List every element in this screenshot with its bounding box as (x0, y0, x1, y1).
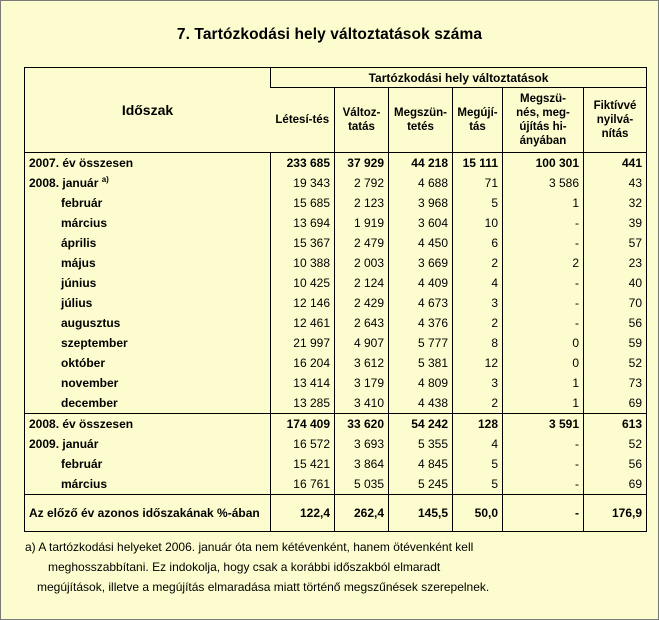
table-cell: 10 425 (271, 273, 335, 293)
column-header-line: Létesí-tés (275, 114, 330, 126)
data-table (24, 67, 647, 532)
table-cell: 16 761 (271, 474, 335, 495)
row-label (25, 153, 271, 174)
table-row (25, 393, 647, 414)
table-cell: 5 (453, 474, 503, 495)
table-cell: 2 124 (335, 273, 389, 293)
table-cell: 69 (584, 393, 647, 414)
table-cell: - (503, 293, 584, 313)
table-cell: 37 929 (335, 153, 389, 174)
row-label (25, 213, 271, 233)
table-cell: 441 (584, 153, 647, 174)
table-cell: 2 792 (335, 173, 389, 193)
row-label (25, 495, 271, 532)
table-cell: 262,4 (335, 495, 389, 532)
row-label (25, 434, 271, 454)
table-cell: 56 (584, 313, 647, 333)
column-header (271, 88, 335, 153)
table-cell: 1 (503, 373, 584, 393)
footnote-marker: a) (101, 175, 109, 184)
column-header-line: tetés (407, 121, 434, 133)
column-header-line: nítás (601, 128, 629, 140)
table-row (25, 454, 647, 474)
table-cell: 8 (453, 333, 503, 353)
table-cell: - (503, 495, 584, 532)
table-cell: 10 (453, 213, 503, 233)
period-header: Időszak (25, 68, 271, 153)
table-cell: 52 (584, 434, 647, 454)
table-cell: 15 685 (271, 193, 335, 213)
column-header-line: Változ- (342, 107, 381, 119)
table-cell: 3 604 (389, 213, 453, 233)
table-row (25, 213, 647, 233)
table-row (25, 273, 647, 293)
footnote-line: megújítások, illetve a megújítás elmaradása miatt történő megszűnések szerepelnek. (37, 580, 490, 594)
table-cell: 0 (503, 333, 584, 353)
table-row (25, 373, 647, 393)
footnote-line: a) A tartózkodási helyeket 2006. január óta nem kétévenként, hanem ötévenként kell (25, 540, 474, 554)
row-label (25, 373, 271, 393)
column-header-line: ányában (519, 135, 567, 147)
table-cell: 2 (453, 313, 503, 333)
table-row (25, 434, 647, 454)
table-cell: 70 (584, 293, 647, 313)
table-cell: 3 410 (335, 393, 389, 414)
table-row (25, 153, 647, 174)
column-header-line: újítás hi- (519, 121, 567, 133)
row-label (25, 474, 271, 495)
table-cell: 122,4 (271, 495, 335, 532)
table-row (25, 173, 647, 193)
row-label-text: október (61, 356, 106, 370)
table-row (25, 333, 647, 353)
column-header (389, 88, 453, 153)
table-cell: - (503, 273, 584, 293)
table-row (25, 193, 647, 213)
column-header-line: nyilvá- (596, 114, 634, 126)
row-label-text: március (61, 216, 108, 230)
table-cell: - (503, 454, 584, 474)
table-cell: 5 777 (389, 333, 453, 353)
table-cell: 15 367 (271, 233, 335, 253)
row-label (25, 173, 271, 193)
row-label-text: 2008. év összesen (29, 417, 134, 431)
table-cell: 3 586 (503, 173, 584, 193)
table-row (25, 233, 647, 253)
row-label (25, 333, 271, 353)
table-cell: 16 572 (271, 434, 335, 454)
table-cell: 4 809 (389, 373, 453, 393)
table-cell: 2 479 (335, 233, 389, 253)
column-header (335, 88, 389, 153)
column-header-line: nés, meg- (516, 107, 570, 119)
row-label (25, 313, 271, 333)
table-cell: 0 (503, 353, 584, 373)
row-label-text: február (61, 196, 103, 210)
table-cell: 32 (584, 193, 647, 213)
table-cell: 12 146 (271, 293, 335, 313)
column-header-line: Fiktívvé (593, 100, 637, 112)
table-cell: 15 111 (453, 153, 503, 174)
table-row (25, 293, 647, 313)
table-cell: 145,5 (389, 495, 453, 532)
table-row (25, 353, 647, 373)
table-cell: 2 429 (335, 293, 389, 313)
table-cell: 3 179 (335, 373, 389, 393)
table-cell: - (503, 233, 584, 253)
column-header (503, 88, 584, 153)
table-cell: 4 688 (389, 173, 453, 193)
table-cell: 1 919 (335, 213, 389, 233)
table-cell: 73 (584, 373, 647, 393)
column-header-line: tás (469, 121, 486, 133)
table-cell: 174 409 (271, 414, 335, 435)
table-cell: 176,9 (584, 495, 647, 532)
table-cell: 3 669 (389, 253, 453, 273)
row-label-text: Az előző év azonos időszakának %-ában (29, 506, 260, 520)
table-cell: 3 968 (389, 193, 453, 213)
table-cell: 613 (584, 414, 647, 435)
table-cell: 2 123 (335, 193, 389, 213)
table-cell: 5 381 (389, 353, 453, 373)
table-header (25, 68, 647, 153)
table-cell: 5 355 (389, 434, 453, 454)
table-cell: 15 421 (271, 454, 335, 474)
row-label (25, 393, 271, 414)
table-row (25, 253, 647, 273)
table-cell: 4 (453, 434, 503, 454)
row-label-text: augusztus (61, 316, 121, 330)
table-cell: 4 376 (389, 313, 453, 333)
row-label-text: 2009. január (29, 437, 99, 451)
table-cell: 3 693 (335, 434, 389, 454)
column-header-line: tatás (348, 121, 375, 133)
table-cell: 5 035 (335, 474, 389, 495)
row-label-text: március (61, 477, 108, 491)
table-cell: - (503, 474, 584, 495)
row-label (25, 414, 271, 435)
table-cell: 2 643 (335, 313, 389, 333)
row-label-text: június (61, 276, 97, 290)
table-body (25, 153, 647, 532)
table-cell: 59 (584, 333, 647, 353)
table-cell: 69 (584, 474, 647, 495)
table-cell: 19 343 (271, 173, 335, 193)
table-cell: 71 (453, 173, 503, 193)
table-cell: 10 388 (271, 253, 335, 273)
row-label-text: december (61, 396, 118, 410)
table-cell: 39 (584, 213, 647, 233)
row-label-text: szeptember (61, 336, 128, 350)
row-label-text: május (61, 256, 96, 270)
table-cell: 13 694 (271, 213, 335, 233)
row-label-text: július (61, 296, 93, 310)
row-label (25, 233, 271, 253)
table-cell: 100 301 (503, 153, 584, 174)
table-cell: 21 997 (271, 333, 335, 353)
table-cell: 16 204 (271, 353, 335, 373)
table-cell: 43 (584, 173, 647, 193)
table-row (25, 313, 647, 333)
column-header-line: Megszü- (520, 93, 566, 105)
row-label (25, 273, 271, 293)
table-cell: 2 (503, 253, 584, 273)
table-cell: - (503, 313, 584, 333)
table-cell: 3 591 (503, 414, 584, 435)
table-cell: 5 (453, 454, 503, 474)
table-cell: 5 (453, 193, 503, 213)
table-cell: 44 218 (389, 153, 453, 174)
table-cell: 13 414 (271, 373, 335, 393)
column-header (453, 88, 503, 153)
row-label-text: 2008. január (29, 176, 99, 190)
table-cell: 4 438 (389, 393, 453, 414)
column-header-line: Megújí- (457, 107, 498, 119)
row-label-text: február (61, 457, 103, 471)
table-cell: 128 (453, 414, 503, 435)
table-cell: 6 (453, 233, 503, 253)
table-cell: 2 003 (335, 253, 389, 273)
table-cell: 3 864 (335, 454, 389, 474)
table-cell: 3 (453, 373, 503, 393)
table-cell: 233 685 (271, 153, 335, 174)
table-cell: 4 845 (389, 454, 453, 474)
table-cell: - (503, 434, 584, 454)
table-cell: 4 450 (389, 233, 453, 253)
table-cell: 12 461 (271, 313, 335, 333)
table-cell: - (503, 213, 584, 233)
table-cell: 4 (453, 273, 503, 293)
table-cell: 5 245 (389, 474, 453, 495)
table-cell: 4 409 (389, 273, 453, 293)
row-label (25, 454, 271, 474)
table-cell: 2 (453, 253, 503, 273)
table-cell: 33 620 (335, 414, 389, 435)
table-cell: 4 673 (389, 293, 453, 313)
table-cell: 2 (453, 393, 503, 414)
table-cell: 1 (503, 393, 584, 414)
table-cell: 50,0 (453, 495, 503, 532)
row-label-text: április (61, 236, 97, 250)
group-header: Tartózkodási hely változtatások (271, 68, 647, 88)
table-cell: 12 (453, 353, 503, 373)
column-header (584, 88, 647, 153)
row-label-text: 2007. év összesen (29, 156, 134, 170)
row-label (25, 353, 271, 373)
table-cell: 13 285 (271, 393, 335, 414)
table-row (25, 414, 647, 435)
table-cell: 56 (584, 454, 647, 474)
table-cell: 57 (584, 233, 647, 253)
table-row (25, 474, 647, 495)
row-label (25, 293, 271, 313)
table-cell: 4 907 (335, 333, 389, 353)
table-cell: 52 (584, 353, 647, 373)
table-cell: 1 (503, 193, 584, 213)
table-cell: 23 (584, 253, 647, 273)
table-row (25, 495, 647, 532)
table-cell: 40 (584, 273, 647, 293)
table-title: 7. Tartózkodási hely változtatások száma (176, 26, 483, 43)
row-label (25, 253, 271, 273)
table-cell: 3 612 (335, 353, 389, 373)
footnote-line: meghosszabbítani. Ez indokolja, hogy csak a korábbi időszakból elmaradt (48, 560, 441, 574)
footnote (25, 537, 645, 597)
column-header-line: Megszün- (393, 107, 448, 119)
row-label-text: november (61, 376, 119, 390)
table-cell: 3 (453, 293, 503, 313)
table-cell: 54 242 (389, 414, 453, 435)
row-label (25, 193, 271, 213)
